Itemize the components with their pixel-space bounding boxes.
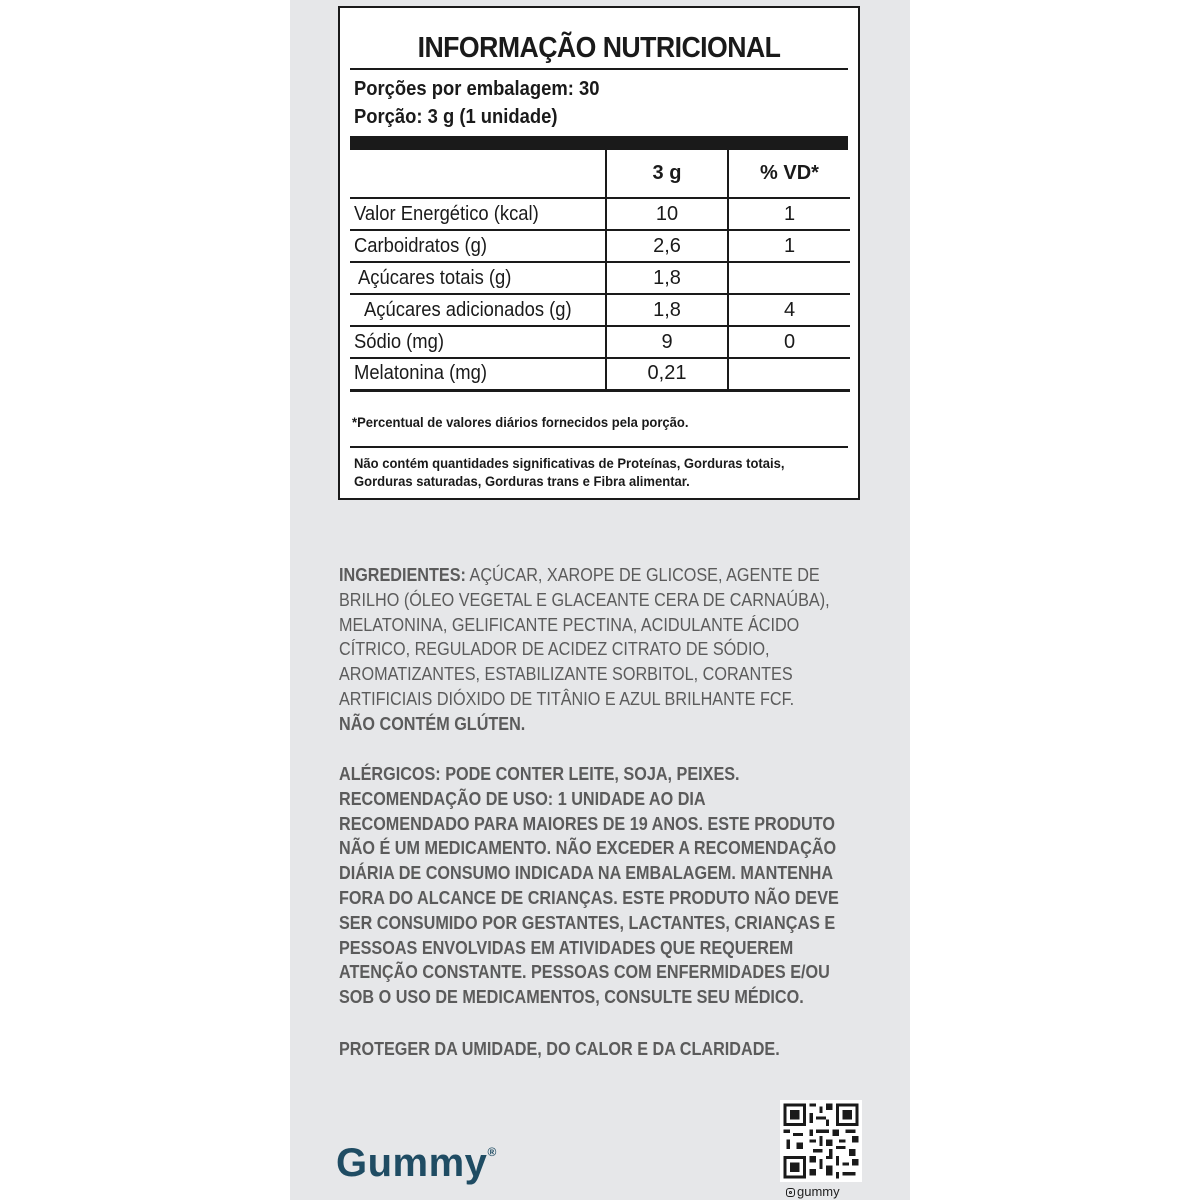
nutrient-amount: 9	[606, 326, 728, 358]
not-significant-notice	[354, 454, 838, 490]
table-row	[350, 198, 850, 230]
nutrient-dv	[728, 358, 850, 390]
nutrient-dv: 1	[728, 198, 850, 230]
warning-line: FORA DO ALCANCE DE CRIANÇAS. ESTE PRODUTO NÃO DEVE	[339, 887, 839, 908]
table-row	[350, 230, 850, 262]
nutrient-amount: 1,8	[606, 294, 728, 326]
instagram-handle-text: gummy	[797, 1184, 840, 1199]
ingredients-line: MELATONINA, GELIFICANTE PECTINA, ACIDULANTE ÁCIDO	[339, 614, 800, 635]
warning-line: RECOMENDADO PARA MAIORES DE 19 ANOS. ESTE PRODUTO	[339, 813, 835, 834]
brand-logo	[336, 1141, 497, 1186]
registered-mark: ®	[487, 1145, 497, 1159]
warning-line: NÃO É UM MEDICAMENTO. NÃO EXCEDER A RECOMENDAÇÃO	[339, 838, 837, 859]
notice-line: Não contém quantidades significativas de Proteínas, Gorduras totais,	[354, 455, 785, 471]
thick-divider	[350, 136, 848, 150]
gluten-statement: NÃO CONTÉM GLÚTEN.	[339, 713, 526, 734]
nutrition-table	[350, 150, 850, 392]
nutrient-label: Sódio (mg)	[354, 330, 444, 353]
nutrient-dv	[728, 262, 850, 294]
storage-instruction: PROTEGER DA UMIDADE, DO CALOR E DA CLARIDADE.	[339, 1039, 780, 1059]
warning-line: DIÁRIA DE CONSUMO INDICADA NA EMBALAGEM. MANTENHA	[339, 863, 834, 884]
nutrient-amount: 1,8	[606, 262, 728, 294]
table-row	[350, 294, 850, 326]
warning-line: PESSOAS ENVOLVIDAS EM ATIVIDADES QUE REQUEREM	[339, 937, 794, 958]
ingredients-line: CÍTRICO, REGULADOR DE ACIDEZ CITRATO DE SÓDIO,	[339, 639, 770, 660]
dv-footnote: *Percentual de valores diários fornecidos pela porção.	[352, 414, 689, 430]
nutrient-amount: 10	[606, 198, 728, 230]
warning-line: RECOMENDAÇÃO DE USO: 1 UNIDADE AO DIA	[339, 788, 706, 809]
nutrient-dv: 4	[728, 294, 850, 326]
qr-code-icon[interactable]	[780, 1100, 862, 1182]
header-nutrient	[350, 150, 606, 198]
warning-line: SER CONSUMIDO POR GESTANTES, LACTANTES, CRIANÇAS E	[339, 912, 836, 933]
nutrient-label: Melatonina (mg)	[354, 362, 487, 385]
instagram-icon	[786, 1188, 795, 1197]
nutrient-label: Açúcares adicionados (g)	[364, 298, 572, 321]
table-header-row	[350, 150, 850, 198]
divider	[350, 68, 848, 70]
ingredients-line: ARTIFICIAIS DIÓXIDO DE TITÂNIO E AZUL BRILHANTE FCF.	[339, 688, 795, 709]
ingredients-line: BRILHO (ÓLEO VEGETAL E GLACEANTE CERA DE CARNAÚBA),	[339, 589, 830, 610]
nutrient-dv: 1	[728, 230, 850, 262]
brand-logo-text: Gummy	[336, 1141, 488, 1185]
ingredients-block	[339, 563, 843, 737]
table-row	[350, 358, 850, 390]
ingredients-label: INGREDIENTES:	[339, 565, 466, 585]
nutrition-facts-box	[338, 6, 860, 500]
table-row	[350, 262, 850, 294]
nutrient-label: Valor Energético (kcal)	[354, 202, 539, 225]
header-amount: 3 g	[606, 150, 728, 198]
nutrient-amount: 0,21	[606, 358, 728, 390]
warning-line: SOB O USO DE MEDICAMENTOS, CONSULTE SEU MÉDICO.	[339, 987, 804, 1008]
nutrition-title: INFORMAÇÃO NUTRICIONAL	[417, 32, 781, 64]
servings-per-package: Porções por embalagem: 30	[354, 78, 600, 100]
divider	[350, 446, 848, 448]
nutrient-label: Açúcares totais (g)	[358, 266, 512, 289]
header-dv: % VD*	[728, 150, 850, 198]
warning-line: ALÉRGICOS: PODE CONTER LEITE, SOJA, PEIXES.	[339, 764, 740, 784]
warnings-block	[339, 762, 843, 1010]
ingredients-line: AROMATIZANTES, ESTABILIZANTE SORBITOL, CORANTES	[339, 664, 793, 685]
warning-line: ATENÇÃO CONSTANTE. PESSOAS COM ENFERMIDADES E/OU	[339, 962, 830, 983]
instagram-handle[interactable]	[786, 1184, 840, 1199]
ingredients-line: AÇÚCAR, XAROPE DE GLICOSE, AGENTE DE	[465, 565, 820, 585]
nutrient-amount: 2,6	[606, 230, 728, 262]
table-row	[350, 326, 850, 358]
nutrient-dv: 0	[728, 326, 850, 358]
nutrient-label: Carboidratos (g)	[354, 234, 487, 257]
notice-line: Gorduras saturadas, Gorduras trans e Fibra alimentar.	[354, 473, 690, 489]
serving-size: Porção: 3 g (1 unidade)	[354, 106, 558, 128]
